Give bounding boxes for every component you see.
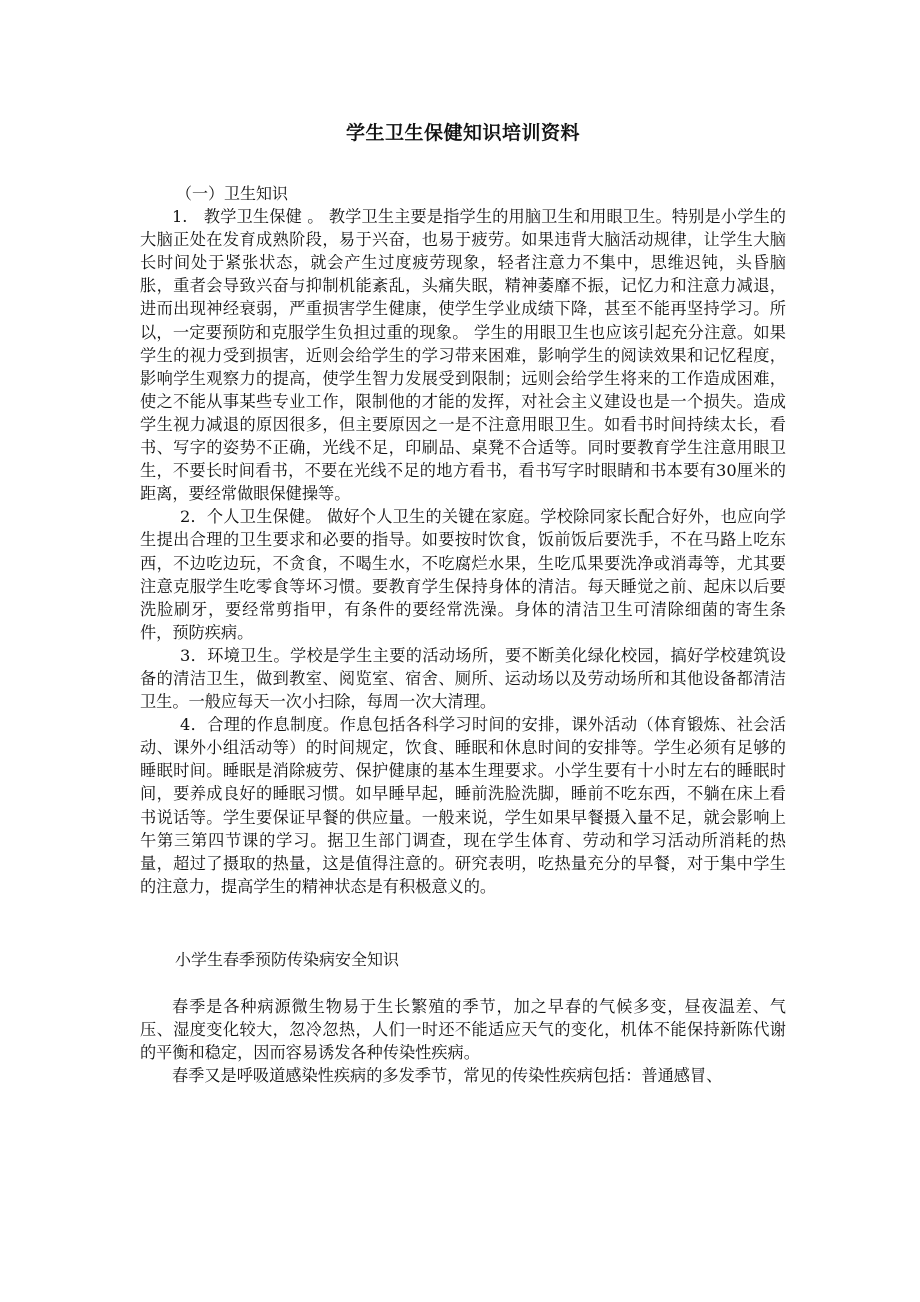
paragraph-respiratory: 春季又是呼吸道感染性疾病的多发季节，常见的传染性疾病包括：普通感冒、 bbox=[172, 1066, 723, 1086]
section-spacer-small bbox=[140, 971, 786, 995]
paragraph-environment-hygiene: 3．环境卫生。学校是学生主要的活动场所，要不断美化绿化校园，搞好学校建筑设备的清洁卫生，做到教室、阅览室、宿舍、厕所、运动场以及劳动场所和其他设备都清洁卫生。一般应每天一次小扫除，每周一次大清理。 bbox=[140, 645, 786, 712]
section-spacer bbox=[140, 898, 786, 948]
document-page bbox=[140, 118, 786, 1087]
paragraph-personal-hygiene: 2．个人卫生保健。 做好个人卫生的关键在家庭。学校除同家长配合好外，也应向学生提出合理的卫生要求和必要的指导。如要按时饮食，饭前饭后要洗手，不在马路上吃东西，不边吃边玩，不贪食，不喝生水，不吃腐烂水果，生吃瓜果要洗净或消毒等，尤其要注意克服学生吃零食等坏习惯。要教育学生保持身体的清洁。每天睡觉之前、起床以后要洗脸刷牙，要经常剪指甲，有条件的要经常洗澡。身体的清洁卫生可清除细菌的寄生条件，预防疾病。 bbox=[140, 507, 786, 642]
paragraph-spring-climate: 春季是各种病源微生物易于生长繁殖的季节，加之早春的气候多变，昼夜温差、气压、湿度变化较大，忽冷忽热，人们一时还不能适应天气的变化，机体不能保持新陈代谢的平衡和稳定，因而容易诱发各种传染性疾病。 bbox=[140, 996, 786, 1063]
paragraph-schedule: 4．合理的作息制度。作息包括各科学习时间的安排，课外活动（体育锻炼、社会活动、课外小组活动等）的时间规定，饮食、睡眠和休息时间的安排等。学生必须有足够的睡眠时间。睡眠是消除疲劳、保护健康的基本生理要求。小学生要有十小时左右的睡眠时间，要养成良好的睡眠习惯。如早睡早起，睡前洗脸洗脚，睡前不吃东西，不躺在床上看书说话等。学生要保证早餐的供应量。一般来说，学生如果早餐摄入量不足，就会影响上午第三第四节课的学习。据卫生部门调查，现在学生体育、劳动和学习活动所消耗的热量，超过了摄取的热量，这是值得注意的。研究表明，吃热量充分的早餐，对于集中学生的注意力，提高学生的精神状态是有积极意义的。 bbox=[140, 715, 786, 896]
section-heading-hygiene: （一）卫生知识 bbox=[176, 184, 289, 203]
paragraph-teaching-hygiene: 1. 教学卫生保健 。 教学卫生主要是指学生的用脑卫生和用眼卫生。特别是小学生的大脑正处在发育成熟阶段，易于兴奋，也易于疲劳。如果违背大脑活动规律，让学生大脑长时间处于紧张状态，就会产生过度疲劳现象，轻者注意力不集中，思维迟钝，头昏脑胀，重者会导致兴奋与抑制机能紊乱，头痛失眠，精神萎靡不振，记忆力和注意力减退，进而出现神经衰弱，严重损害学生健康，使学生学业成绩下降，甚至不能再坚持学习。所以，一定要预防和克服学生负担过重的现象。 学生的用眼卫生也应该引起充分注意。如果学生的视力受到损害，近则会给学生的学习带来困难，影响学生的阅读效果和记忆程度，影响学生观察力的提高，使学生智力发展受到限制；远则会给学生将来的工作造成困难，使之不能从事某些专业工作，限制他的才能的发挥，对社会主义建设也是一个损失。造成学生视力减退的原因很多，但主要原因之一是不注意用眼卫生。如看书时间持续太长，看书、写字的姿势不正确，光线不足，印刷品、桌凳不合适等。同时要教育学生注意用眼卫生，不要长时间看书，不要在光线不足的地方看书，看书写字时眼睛和书本要有30厘米的距离，要经常做眼保健操等。 bbox=[140, 207, 786, 504]
document-title: 学生卫生保健知识培训资料 bbox=[345, 122, 580, 144]
section-heading-spring-disease: 小学生春季预防传染病安全知识 bbox=[175, 949, 400, 969]
